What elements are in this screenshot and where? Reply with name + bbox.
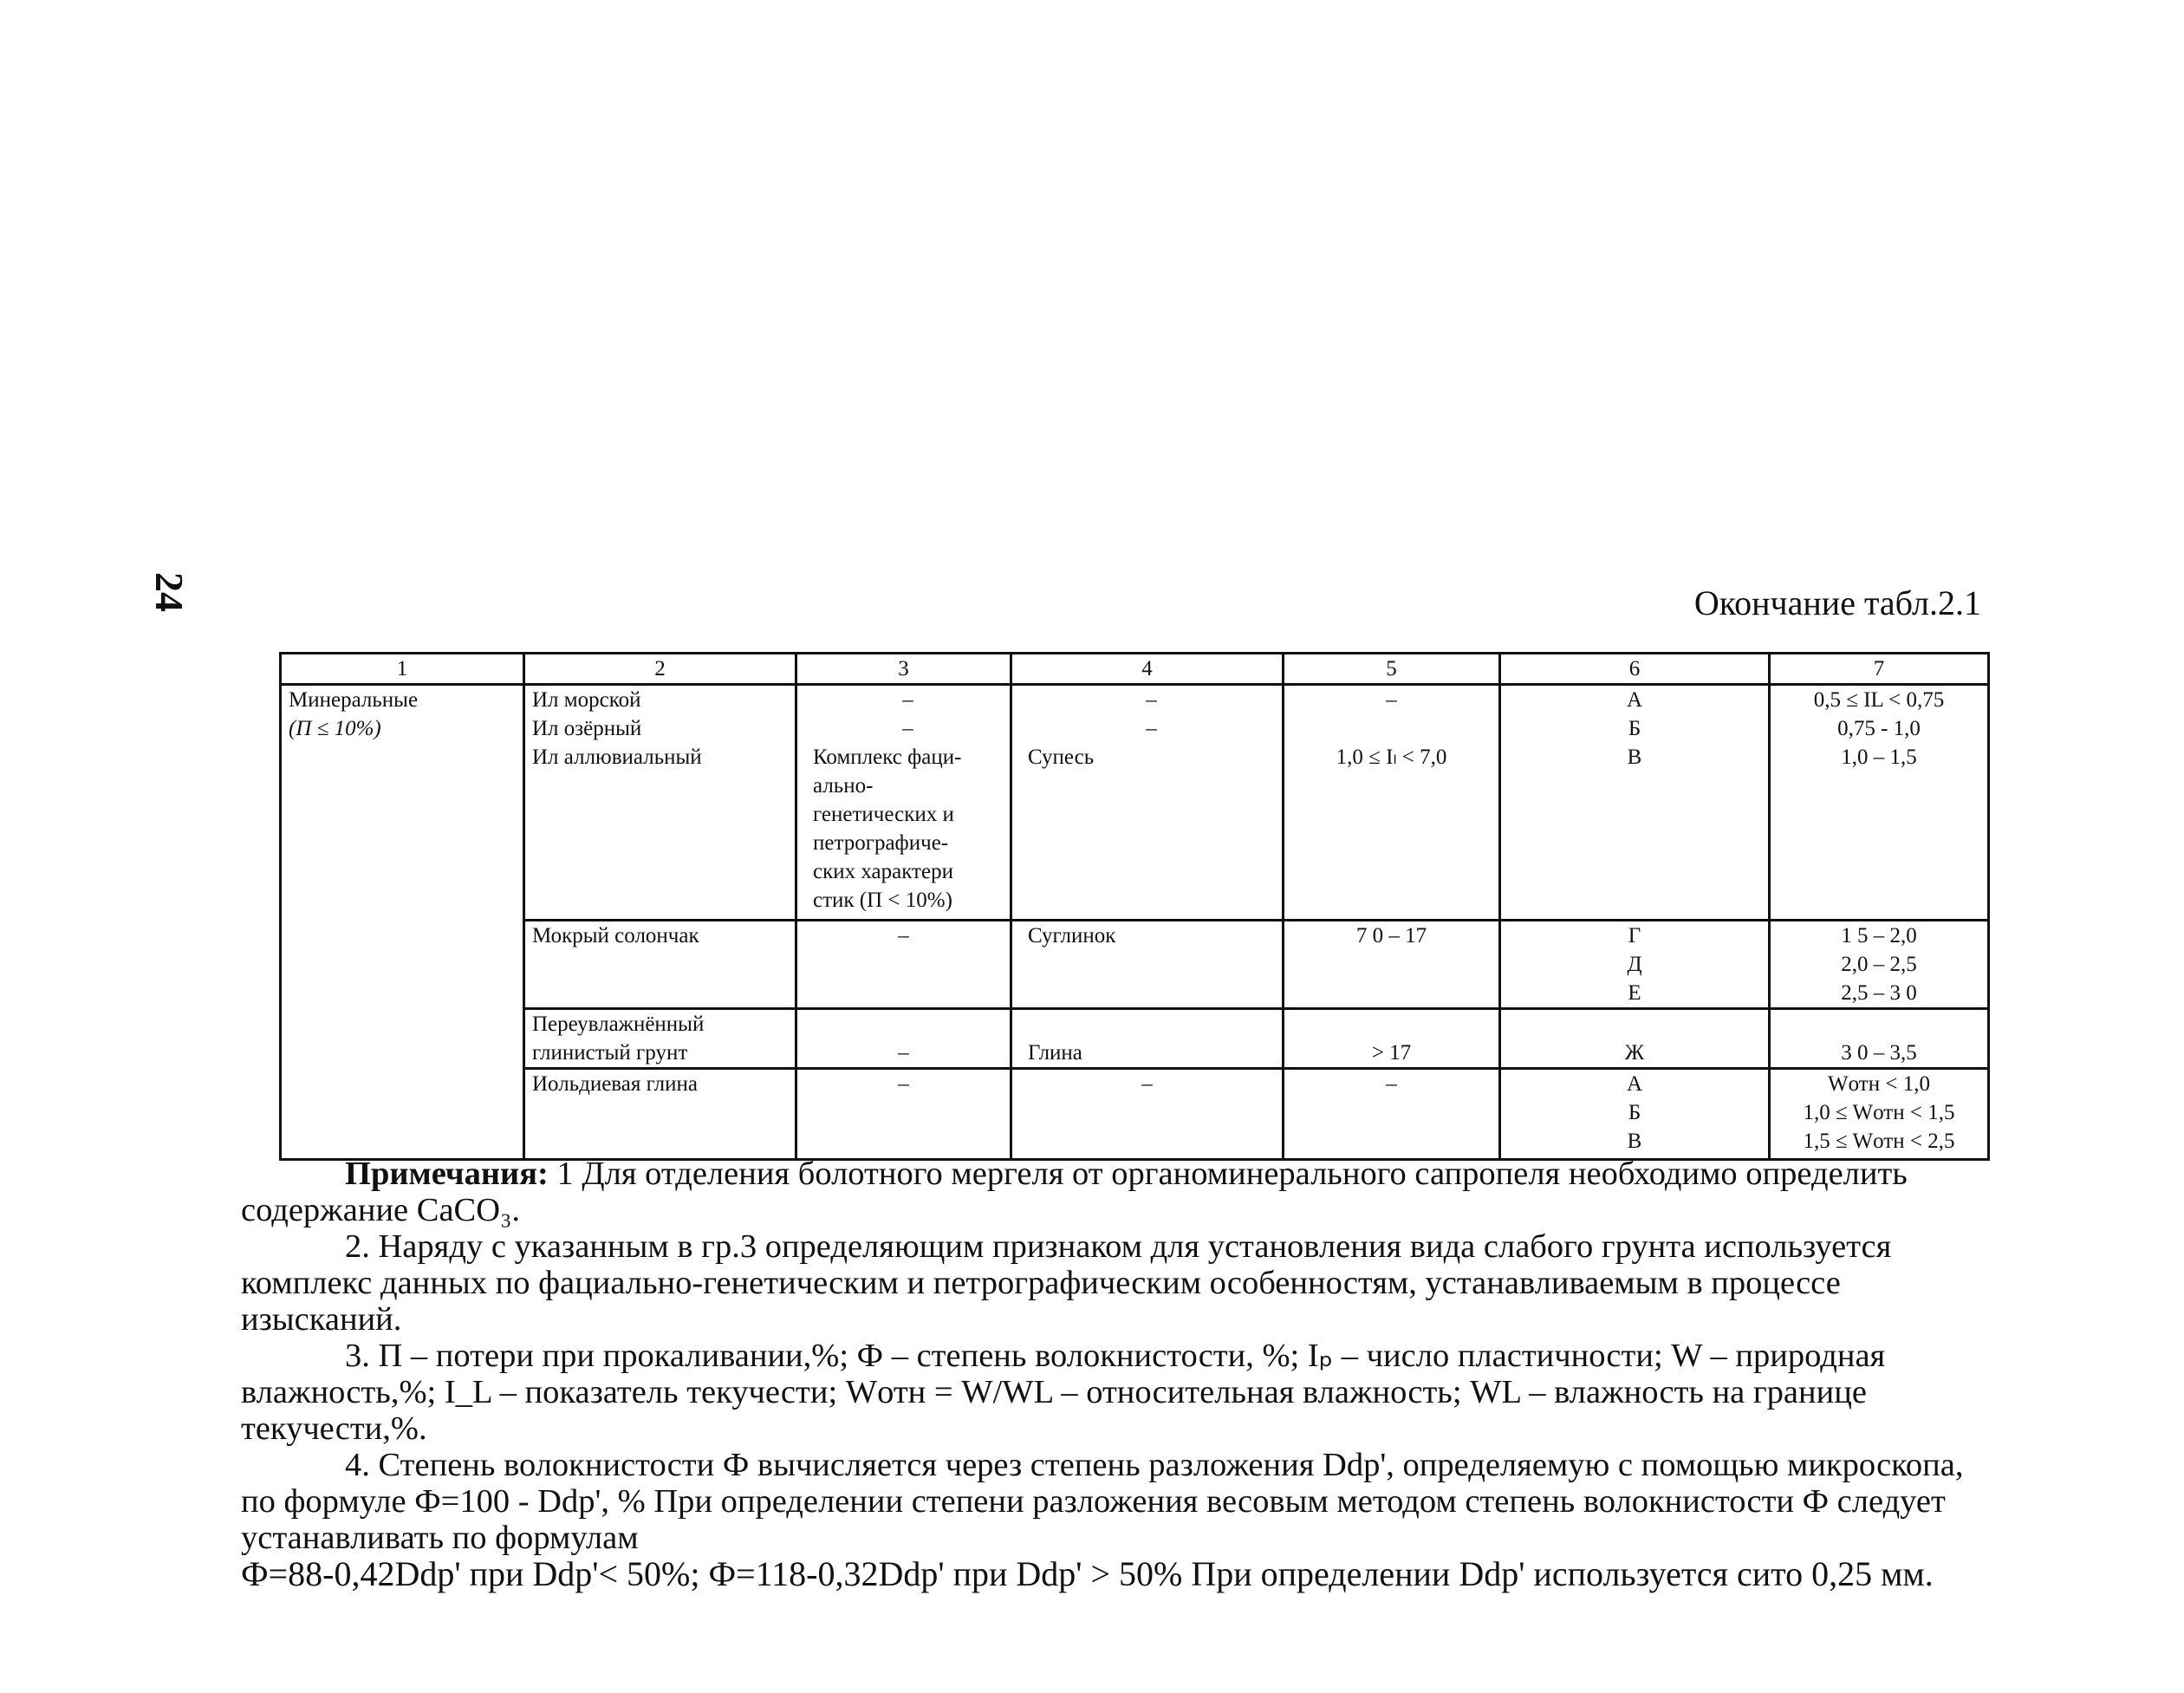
index-range: 0,5 ≤ IL < 0,75 [1813,688,1945,712]
header-cell: 1 [281,654,524,685]
soil-type: Суглинок [1011,921,1284,1009]
category: А [1626,1072,1643,1096]
header-cell: 4 [1011,654,1284,685]
dash: – [1146,688,1157,712]
index-cell [1770,1069,1989,1160]
index-cell [1770,685,1989,921]
index-range: 2,5 – 3 0 [1841,981,1917,1005]
category: Г [1628,924,1641,947]
dash: – [1284,1069,1500,1160]
note-3: 3. П – потери при прокаливании,%; Ф – степень волокнистости, %; Iₚ – число пластичности; W – природная влажность,%; I_L – показатель текучести; Wотн = W/WL – относительная влажность; WL – влажность на границе текучести,%. [241,1338,1886,1447]
header-cell: 6 [1500,654,1770,685]
table-caption: Окончание табл.2.1 [1693,583,1981,622]
note-1 [241,1156,2000,1228]
dash: – [796,921,1011,1009]
feature-text: ально- [813,774,874,798]
soil-type: Глина [1011,1009,1284,1069]
table-header-row [281,654,1989,685]
group-cell [281,685,524,1160]
dash: – [1011,1069,1284,1160]
category-cell [1500,1069,1770,1160]
feature-cell [796,685,1011,921]
index-range: Wотн < 1,0 [1828,1072,1930,1096]
plasticity-range: 7 0 – 17 [1284,921,1500,1009]
soil-table [279,652,1990,1161]
dash: – [796,1009,1011,1069]
category: В [1627,746,1642,769]
formula-line: Ф=88-0,42Ddp' при Ddp'< 50%; Ф=118-0,32Ddp' при Ddp' > 50% При определении Ddp' используется сито 0,25 мм. [241,1554,1934,1593]
dash: – [902,717,913,740]
category: Ж [1500,1009,1770,1069]
soil-name: Ил озёрный [532,717,642,740]
feature-text: генетических и [813,803,954,826]
table-row [281,921,1989,1009]
notes-title: Примечания: [345,1156,549,1192]
index-range: 0,75 - 1,0 [1837,717,1921,740]
index-range: 1,0 – 1,5 [1841,746,1917,769]
soil-type: Супесь [1028,746,1095,769]
table-row [281,1069,1989,1160]
soil-names-cell [524,685,796,921]
page-number: 24 [147,572,192,612]
category: Е [1628,981,1641,1005]
note-2: 2. Наряду с указанным в гр.3 определяющим признаком для установления вида слабого грунта используется комплекс данных по фациально-генетическим и петрографическим особенностям, устанавливаемым в процессе изысканий. [241,1228,1892,1338]
header-cell: 5 [1284,654,1500,685]
plasticity-range: 1,0 ≤ Iₗ < 7,0 [1336,746,1447,769]
soil-name: Переувлажнённый [532,1013,705,1036]
note-4: 4. Степень волокнистости Ф вычисляется через степень разложения Ddp', определяемую с помощью микроскопа, по формуле Ф=100 - Ddp', % При определении степени разложения весовым методом степень волокнистости Ф следует устанавливать по формулам [241,1447,1964,1556]
feature-text: стик (П < 10%) [813,889,952,912]
header-cell: 3 [796,654,1011,685]
soil-name: Ил морской [532,688,641,712]
category-cell [1500,921,1770,1009]
index-cell [1770,921,1989,1009]
category-cell [1500,685,1770,921]
dash: – [796,1069,1011,1160]
header-cell: 7 [1770,654,1989,685]
index-range: 1,0 ≤ Wотн < 1,5 [1803,1101,1955,1124]
category: А [1626,688,1643,712]
category: В [1627,1130,1642,1153]
soil-name: Ил аллювиальный [532,746,702,769]
table-row [281,1009,1989,1069]
index-range: 3 0 – 3,5 [1770,1009,1989,1069]
plasticity-range: > 17 [1284,1009,1500,1069]
feature-text: петрографиче- [813,831,949,855]
spacer [1291,714,1492,743]
category: Б [1628,717,1641,740]
notes-section [241,1156,2000,1592]
category: Д [1627,953,1642,976]
category: Б [1628,1101,1641,1124]
dash: – [902,688,913,712]
feature-text: ских характери [813,860,953,883]
group-label: Минеральные [289,688,419,712]
index-range: 1 5 – 2,0 [1841,924,1917,947]
soil-type-cell [1011,685,1284,921]
soil-name-cell [524,1009,796,1069]
soil-name: Мокрый солончак [524,921,796,1009]
soil-name: Иольдиевая глина [524,1069,796,1160]
plasticity-cell [1284,685,1500,921]
dash: – [1146,717,1157,740]
soil-name: глинистый грунт [532,1041,688,1065]
table-row [281,685,1989,921]
dash: – [1386,688,1397,712]
index-range: 2,0 – 2,5 [1841,953,1917,976]
group-condition: (П ≤ 10%) [289,717,381,740]
feature-text: Комплекс фаци- [813,746,962,769]
note-1-text: 1 Для отделения болотного мергеля от органоминерального сапропеля необходимо определить содержание СаСО₃. [241,1156,1908,1228]
index-range: 1,5 ≤ Wотн < 2,5 [1803,1130,1955,1153]
header-cell: 2 [524,654,796,685]
